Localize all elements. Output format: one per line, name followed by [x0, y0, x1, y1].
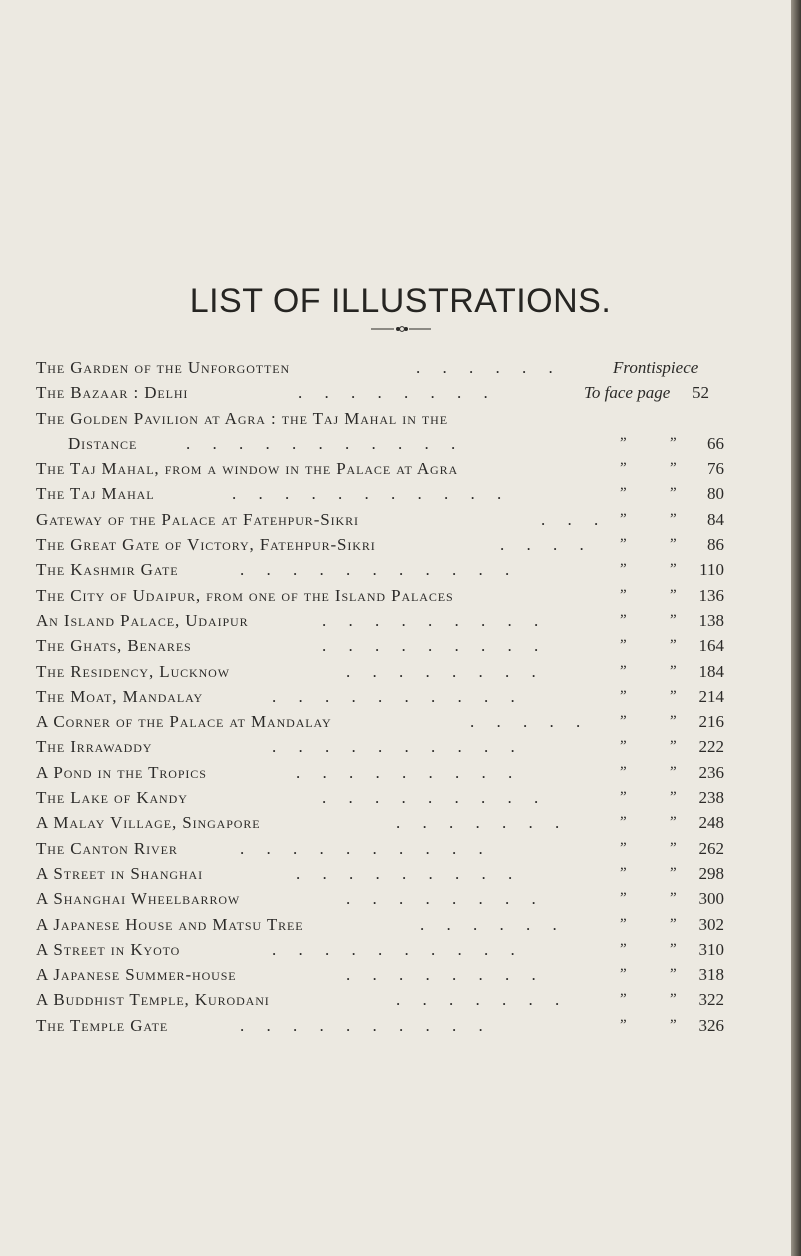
page-number: 310 [698, 939, 724, 959]
list-item [36, 861, 756, 886]
list-item [36, 886, 756, 911]
page-number: 86 [707, 535, 724, 555]
entry-title: An Island Palace, Udaipur [36, 610, 249, 630]
entry-title: A Japanese Summer-house [36, 965, 237, 985]
dot-leader: . . . . . . . . . [296, 762, 522, 782]
list-item [36, 456, 756, 481]
page-edge-shadow [791, 0, 801, 1256]
entry-title: A Japanese House and Matsu Tree [36, 914, 304, 934]
entry-title: A Malay Village, Singapore [36, 813, 261, 833]
ditto-mark: ” [620, 611, 627, 628]
page-number: 238 [698, 788, 724, 808]
page-number: 222 [698, 737, 724, 757]
ditto-mark: ” [670, 738, 677, 755]
page-number: 262 [698, 838, 724, 858]
ditto-mark: ” [670, 890, 677, 907]
list-item [36, 507, 756, 532]
entry-title: The City of Udaipur, from one of the Island Palaces [36, 585, 454, 605]
page-number: 76 [707, 459, 724, 479]
list-item [36, 633, 756, 658]
page-number: 214 [698, 686, 724, 706]
entry-title: A Shanghai Wheelbarrow [36, 889, 241, 909]
page-number: 216 [698, 712, 724, 732]
dot-leader: . . . . . . . . . . [240, 838, 492, 858]
list-item [36, 987, 756, 1012]
page-number: 66 [707, 433, 724, 453]
ditto-mark: ” [620, 536, 627, 553]
dot-leader: . . . [541, 509, 608, 529]
page-number: 302 [698, 914, 724, 934]
ditto-mark: ” [670, 839, 677, 856]
ditto-mark: ” [620, 915, 627, 932]
dot-leader: . . . . . . . . . [322, 788, 548, 808]
ditto-mark: ” [620, 1016, 627, 1033]
entry-title: The Lake of Kandy [36, 788, 188, 808]
page-number: 138 [698, 610, 724, 630]
dot-leader: . . . . . . . . . . . [240, 560, 519, 580]
list-item [36, 937, 756, 962]
dot-leader: . . . . . . . . [298, 383, 497, 403]
dot-leader: . . . . . . [420, 914, 566, 934]
list-item [36, 355, 756, 380]
illustrations-list [36, 355, 756, 1038]
ditto-mark: ” [670, 991, 677, 1008]
list-item [36, 608, 756, 633]
list-item [36, 709, 756, 734]
dot-leader: . . . . . . . . . [322, 610, 548, 630]
dot-leader: . . . . . . . . . . [240, 1015, 492, 1035]
ditto-mark: ” [620, 586, 627, 603]
entry-title: The Residency, Lucknow [36, 661, 230, 681]
page-number: 318 [698, 965, 724, 985]
dot-leader: . . . . . [470, 712, 590, 732]
ditto-mark: ” [670, 915, 677, 932]
page-number: 136 [698, 585, 724, 605]
list-item [36, 810, 756, 835]
ditto-mark: ” [620, 814, 627, 831]
page-number: 236 [698, 762, 724, 782]
entry-title: The Taj Mahal [36, 484, 155, 504]
entry-title: A Street in Shanghai [36, 863, 203, 883]
page-number: 52 [692, 383, 709, 403]
list-item [36, 380, 756, 405]
ditto-mark: ” [670, 966, 677, 983]
ditto-mark: ” [670, 713, 677, 730]
entry-title: The Great Gate of Victory, Fatehpur-Sikri [36, 535, 376, 555]
dot-leader: . . . . . . . . . [322, 636, 548, 656]
ditto-mark: ” [620, 460, 627, 477]
entry-title: A Corner of the Palace at Mandalay [36, 712, 332, 732]
ditto-mark: ” [670, 460, 677, 477]
entry-title: The Ghats, Benares [36, 636, 192, 656]
ditto-mark: ” [670, 814, 677, 831]
page-number: 322 [698, 990, 724, 1010]
list-item [36, 836, 756, 861]
ditto-mark: ” [670, 434, 677, 451]
ditto-mark: ” [620, 890, 627, 907]
dot-leader: . . . . . . . . [346, 889, 545, 909]
ditto-mark: ” [620, 839, 627, 856]
entry-title: The Kashmir Gate [36, 560, 179, 580]
ditto-mark: ” [670, 536, 677, 553]
ditto-mark: ” [620, 637, 627, 654]
ditto-mark: ” [670, 763, 677, 780]
ditto-mark: ” [670, 940, 677, 957]
entry-title: The Garden of the Unforgotten [36, 358, 291, 377]
entry-title: The Irrawaddy [36, 737, 153, 757]
ditto-mark: ” [620, 763, 627, 780]
frontispiece-label: Frontispiece [613, 358, 699, 377]
ditto-mark: ” [620, 510, 627, 527]
dot-leader: . . . . . . . . . . . [232, 484, 511, 504]
ditto-mark: ” [620, 940, 627, 957]
ditto-mark: ” [620, 561, 627, 578]
entry-title: The Moat, Mandalay [36, 686, 204, 706]
dot-leader: . . . . [500, 535, 593, 555]
page-number: 110 [699, 560, 724, 580]
to-face-page-label: To face page [584, 383, 671, 403]
entry-title: The Bazaar : Delhi [36, 383, 189, 403]
page-number: 84 [707, 509, 724, 529]
page-number: 248 [698, 813, 724, 833]
ditto-mark: ” [670, 864, 677, 881]
entry-title: Gateway of the Palace at Fatehpur-Sikri [36, 509, 359, 529]
list-item [36, 481, 756, 506]
list-item [36, 659, 756, 684]
title-ornament [0, 325, 801, 333]
ditto-mark: ” [670, 1016, 677, 1033]
entry-title: A Buddhist Temple, Kurodani [36, 990, 270, 1010]
list-item [36, 684, 756, 709]
page-title: LIST OF ILLUSTRATIONS. [189, 282, 612, 320]
dot-leader: . . . . . . [416, 358, 562, 377]
page-number: 80 [707, 484, 724, 504]
dot-leader: . . . . . . . . . [296, 863, 522, 883]
dot-leader: . . . . . . . . . . [272, 737, 524, 757]
ditto-mark: ” [620, 662, 627, 679]
ditto-mark: ” [620, 485, 627, 502]
entry-title: The Golden Pavilion at Agra : the Taj Mahal in the [36, 408, 448, 428]
list-item [36, 785, 756, 810]
list-item [36, 962, 756, 987]
ditto-mark: ” [670, 687, 677, 704]
dot-leader: . . . . . . . [396, 813, 569, 833]
ditto-mark: ” [670, 637, 677, 654]
list-item [36, 583, 756, 608]
ditto-mark: ” [620, 687, 627, 704]
list-item [36, 557, 756, 582]
ditto-mark: ” [620, 713, 627, 730]
ditto-mark: ” [670, 662, 677, 679]
ornament-rule-icon [371, 325, 431, 333]
list-item [36, 406, 756, 457]
dot-leader: . . . . . . . . . . . [186, 433, 465, 453]
dot-leader: . . . . . . . . [346, 965, 545, 985]
page-number: 300 [698, 889, 724, 909]
list-item [36, 760, 756, 785]
page-number: 326 [698, 1015, 724, 1035]
dot-leader: . . . . . . . . . . [272, 686, 524, 706]
dot-leader: . . . . . . . [396, 990, 569, 1010]
ditto-mark: ” [670, 611, 677, 628]
page-number: 184 [698, 661, 724, 681]
entry-title: The Canton River [36, 838, 178, 858]
ditto-mark: ” [670, 561, 677, 578]
entry-title: A Pond in the Tropics [36, 762, 207, 782]
page-number: 164 [698, 636, 724, 656]
ditto-mark: ” [620, 991, 627, 1008]
page-number: 298 [698, 863, 724, 883]
ditto-mark: ” [620, 738, 627, 755]
list-item [36, 734, 756, 759]
entry-title: A Street in Kyoto [36, 939, 181, 959]
ditto-mark: ” [670, 485, 677, 502]
list-item [36, 532, 756, 557]
entry-title: The Temple Gate [36, 1015, 169, 1035]
ditto-mark: ” [670, 789, 677, 806]
ditto-mark: ” [620, 864, 627, 881]
ditto-mark: ” [670, 586, 677, 603]
dot-leader: . . . . . . . . [346, 661, 545, 681]
list-item [36, 1013, 756, 1038]
ditto-mark: ” [620, 789, 627, 806]
entry-title: The Taj Mahal, from a window in the Palace at Agra [36, 459, 459, 479]
entry-title-continued: Distance [68, 433, 138, 453]
ditto-mark: ” [620, 966, 627, 983]
ditto-mark: ” [670, 510, 677, 527]
ditto-mark: ” [620, 434, 627, 451]
dot-leader: . . . . . . . . . . [272, 939, 524, 959]
list-item [36, 912, 756, 937]
